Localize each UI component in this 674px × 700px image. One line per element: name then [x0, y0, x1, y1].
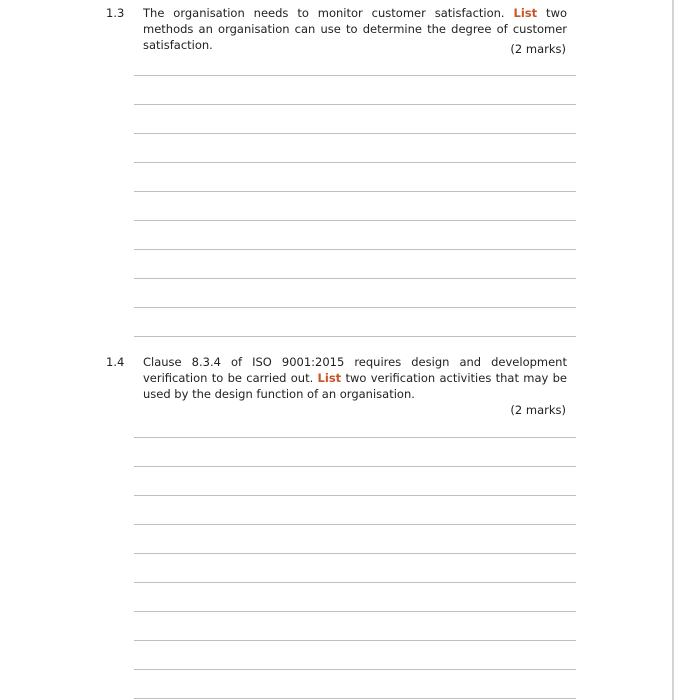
question-text-before: Clause 8.3.4 of ISO 9001:2015 requires design and development verification to be carried out. [143, 355, 567, 385]
answer-line[interactable] [134, 191, 576, 192]
question-text-before: The organisation needs to monitor customer satisfaction. [143, 6, 514, 20]
answer-line[interactable] [134, 220, 576, 221]
question-keyword: List [513, 6, 538, 20]
answer-line[interactable] [134, 524, 576, 525]
question-number: 1.4 [106, 355, 125, 369]
marks-label: (2 marks) [510, 42, 566, 56]
answer-line[interactable] [134, 162, 576, 163]
question-text-after: two verification activities that may be used by the design function of an organisation. [143, 371, 567, 401]
answer-line[interactable] [134, 75, 576, 76]
question-text-after: two methods an organisation can use to determine the degree of customer satisfaction. [143, 6, 568, 52]
question-text [143, 5, 567, 53]
answer-line[interactable] [134, 133, 576, 134]
answer-line[interactable] [134, 466, 576, 467]
answer-line[interactable] [134, 495, 576, 496]
answer-line[interactable] [134, 278, 576, 279]
answer-line[interactable] [134, 249, 576, 250]
answer-line[interactable] [134, 307, 576, 308]
answer-line[interactable] [134, 669, 576, 670]
question-text [143, 354, 567, 402]
marks-label: (2 marks) [510, 403, 566, 417]
question-number: 1.3 [106, 6, 125, 20]
answer-line[interactable] [134, 437, 576, 438]
answer-line[interactable] [134, 698, 576, 699]
answer-line[interactable] [134, 611, 576, 612]
question-keyword: List [317, 371, 342, 385]
answer-line[interactable] [134, 104, 576, 105]
answer-line[interactable] [134, 336, 576, 337]
answer-line[interactable] [134, 640, 576, 641]
answer-line[interactable] [134, 582, 576, 583]
answer-line[interactable] [134, 553, 576, 554]
